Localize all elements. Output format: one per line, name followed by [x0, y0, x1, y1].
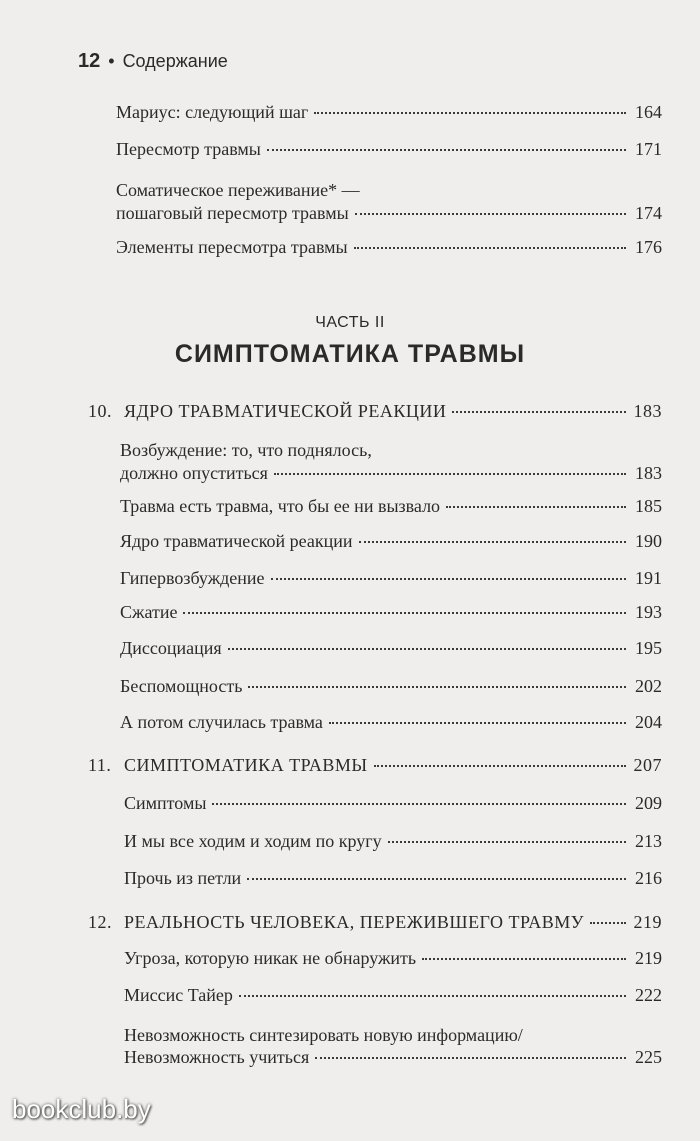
dot-leader: [239, 995, 626, 997]
toc-entry-title: Диссоциация: [120, 638, 222, 658]
dot-leader: [354, 247, 626, 249]
dot-leader: [212, 803, 626, 805]
toc-entry-title-line1: Возбуждение: то, что поднялось,: [120, 440, 372, 460]
toc-entry[interactable]: [120, 529, 662, 553]
chapter-number: 10.: [88, 401, 112, 421]
dot-leader: [247, 878, 626, 880]
dot-leader: [329, 722, 626, 724]
toc-entry-page: 216: [635, 868, 662, 888]
part-label: ЧАСТЬ II: [315, 314, 385, 331]
toc-entry-title: Сжатие: [120, 602, 178, 622]
chapter-page: 207: [633, 755, 662, 775]
chapter-entry[interactable]: [88, 910, 662, 934]
dot-leader: [452, 411, 626, 413]
toc-entry[interactable]: [124, 829, 662, 853]
toc-entry-page: 193: [635, 602, 662, 622]
part-title: СИМПТОМАТИКА ТРАВМЫ: [174, 340, 526, 368]
page-number: 12: [78, 50, 101, 72]
toc-entry-page: 219: [635, 948, 662, 968]
toc-entry-page: 191: [635, 568, 662, 588]
toc-entry-page: 202: [635, 676, 662, 696]
toc-entry-page: 164: [635, 102, 662, 122]
dot-leader: [590, 922, 626, 924]
toc-entry-page: 176: [635, 237, 662, 257]
dot-leader: [271, 578, 626, 580]
dot-leader: [248, 686, 626, 688]
toc-entry[interactable]: [120, 710, 662, 734]
toc-entry-title: Невозможность учиться: [124, 1047, 310, 1067]
dot-leader: [388, 841, 626, 843]
chapter-number: 12.: [88, 912, 112, 932]
dot-leader: [267, 149, 626, 151]
toc-entry-title: Симптомы: [124, 793, 207, 813]
dot-leader: [359, 541, 626, 543]
toc-entry[interactable]: [120, 494, 662, 518]
toc-entry[interactable]: [120, 636, 662, 660]
toc-entry-title: А потом случилась травма: [120, 712, 323, 732]
toc-entry[interactable]: [120, 566, 662, 590]
toc-entry-page: 222: [635, 985, 662, 1005]
toc-entry-page: 171: [635, 139, 662, 159]
chapter-entry[interactable]: [88, 399, 662, 423]
toc-entry-title: Угроза, которую никак не обнаружить: [124, 948, 417, 968]
toc-entry[interactable]: [124, 946, 662, 970]
toc-entry[interactable]: [124, 791, 662, 815]
section-title: Содержание: [122, 51, 228, 71]
dot-leader: [374, 765, 626, 767]
chapter-number: 11.: [88, 755, 112, 775]
dot-leader: [355, 213, 626, 215]
toc-entry[interactable]: [120, 600, 662, 624]
toc-entry-title: должно опуститься: [120, 463, 268, 483]
toc-entry[interactable]: [116, 100, 662, 124]
header-separator: •: [108, 51, 115, 71]
toc-entry-title: Прочь из петли: [124, 868, 242, 888]
toc-entry-title: Травма есть травма, что бы ее ни вызвало: [120, 496, 441, 516]
dot-leader: [446, 506, 626, 508]
toc-entry-title: Элементы пересмотра травмы: [116, 237, 348, 257]
dot-leader: [315, 1057, 626, 1059]
toc-entry[interactable]: [116, 235, 662, 259]
toc-entry-title: И мы все ходим и ходим по кругу: [124, 831, 382, 851]
toc-entry[interactable]: [124, 1045, 662, 1069]
toc-entry-title: пошаговый пересмотр травмы: [116, 203, 349, 223]
toc-entry-page: 204: [635, 712, 662, 732]
chapter-title: ЯДРО ТРАВМАТИЧЕСКОЙ РЕАКЦИИ: [124, 401, 447, 421]
toc-entry-title: Гипервозбуждение: [120, 568, 265, 588]
dot-leader: [274, 473, 626, 475]
dot-leader: [228, 648, 626, 650]
toc-entry-page: 183: [635, 463, 662, 483]
dot-leader: [422, 958, 626, 960]
dot-leader: [314, 112, 626, 114]
toc-entry[interactable]: [116, 137, 662, 161]
dot-leader: [183, 612, 626, 614]
toc-entry[interactable]: [120, 461, 662, 485]
toc-entry-title: Мариус: следующий шаг: [116, 102, 309, 122]
toc-entry[interactable]: [120, 674, 662, 698]
toc-entry-page: 195: [635, 638, 662, 658]
chapter-title: РЕАЛЬНОСТЬ ЧЕЛОВЕКА, ПЕРЕЖИВШЕГО ТРАВМУ: [124, 912, 584, 932]
chapter-entry[interactable]: [88, 753, 662, 777]
toc-entry-page: 174: [635, 203, 662, 223]
watermark: bookclub.by: [12, 1094, 151, 1124]
toc-entry-page: 213: [635, 831, 662, 851]
toc-entry[interactable]: [116, 201, 662, 225]
running-header: [78, 50, 228, 73]
chapter-page: 219: [633, 912, 662, 932]
toc-entry-title: Ядро травматической реакции: [120, 531, 353, 551]
toc-entry-page: 209: [635, 793, 662, 813]
chapter-title: СИМПТОМАТИКА ТРАВМЫ: [124, 755, 368, 775]
toc-entry[interactable]: [124, 983, 662, 1007]
toc-entry-title-line1: Невозможность синтезировать новую информацию/: [124, 1025, 523, 1045]
toc-entry-page: 225: [635, 1047, 662, 1067]
toc-entry-title: Пересмотр травмы: [116, 139, 261, 159]
toc-entry-title: Беспомощность: [120, 676, 243, 696]
toc-entry-title-line1: Соматическое переживание* —: [116, 180, 360, 200]
toc-entry-page: 185: [635, 496, 662, 516]
toc-entry[interactable]: [124, 866, 662, 890]
chapter-page: 183: [633, 401, 662, 421]
toc-entry-page: 190: [635, 531, 662, 551]
toc-entry-title: Миссис Тайер: [124, 985, 233, 1005]
